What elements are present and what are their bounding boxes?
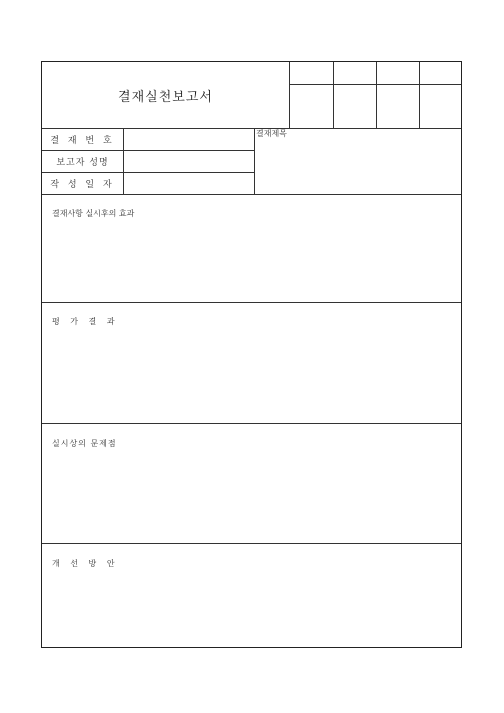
divider — [42, 302, 461, 303]
divider — [419, 62, 420, 128]
section-label-evaluation: 평 가 결 과 — [52, 317, 119, 326]
divider — [123, 128, 124, 194]
divider — [42, 194, 461, 195]
approval-signature-cell[interactable] — [289, 84, 333, 128]
approval-signature-cell[interactable] — [376, 84, 419, 128]
subject-label: 결재제목 — [256, 129, 287, 138]
divider — [42, 150, 254, 151]
section-label-problems: 실시상의 문제점 — [52, 439, 117, 448]
info-label-approval-number: 결 재 번 호 — [50, 135, 115, 146]
section-content-improvement[interactable] — [42, 572, 461, 647]
info-value-date-written[interactable] — [123, 172, 254, 194]
approval-signature-cell[interactable] — [419, 84, 461, 128]
section-label-effect: 결재사항 실시후의 효과 — [52, 209, 135, 218]
approval-header-cell — [333, 62, 376, 84]
divider — [376, 62, 377, 128]
info-value-approval-number[interactable] — [123, 128, 254, 150]
subject-field[interactable] — [255, 138, 461, 194]
divider — [42, 543, 461, 544]
section-content-problems[interactable] — [42, 452, 461, 543]
approval-signature-cell[interactable] — [333, 84, 376, 128]
approval-header-cell — [376, 62, 419, 84]
document-title: 결재실천보고서 — [118, 89, 213, 105]
divider — [42, 172, 254, 173]
info-value-reporter-name[interactable] — [123, 150, 254, 172]
divider — [289, 62, 290, 128]
divider — [333, 62, 334, 128]
info-label-reporter-name: 보고자 성명 — [56, 157, 109, 168]
section-label-improvement: 개 선 방 안 — [52, 559, 119, 568]
divider — [289, 84, 461, 85]
report-form — [41, 61, 462, 648]
divider — [42, 423, 461, 424]
approval-grid — [289, 62, 461, 128]
approval-header-cell — [289, 62, 333, 84]
info-label-date-written: 작 성 일 자 — [50, 179, 115, 190]
section-content-evaluation[interactable] — [42, 330, 461, 423]
approval-header-cell — [419, 62, 461, 84]
section-content-effect[interactable] — [42, 222, 461, 302]
